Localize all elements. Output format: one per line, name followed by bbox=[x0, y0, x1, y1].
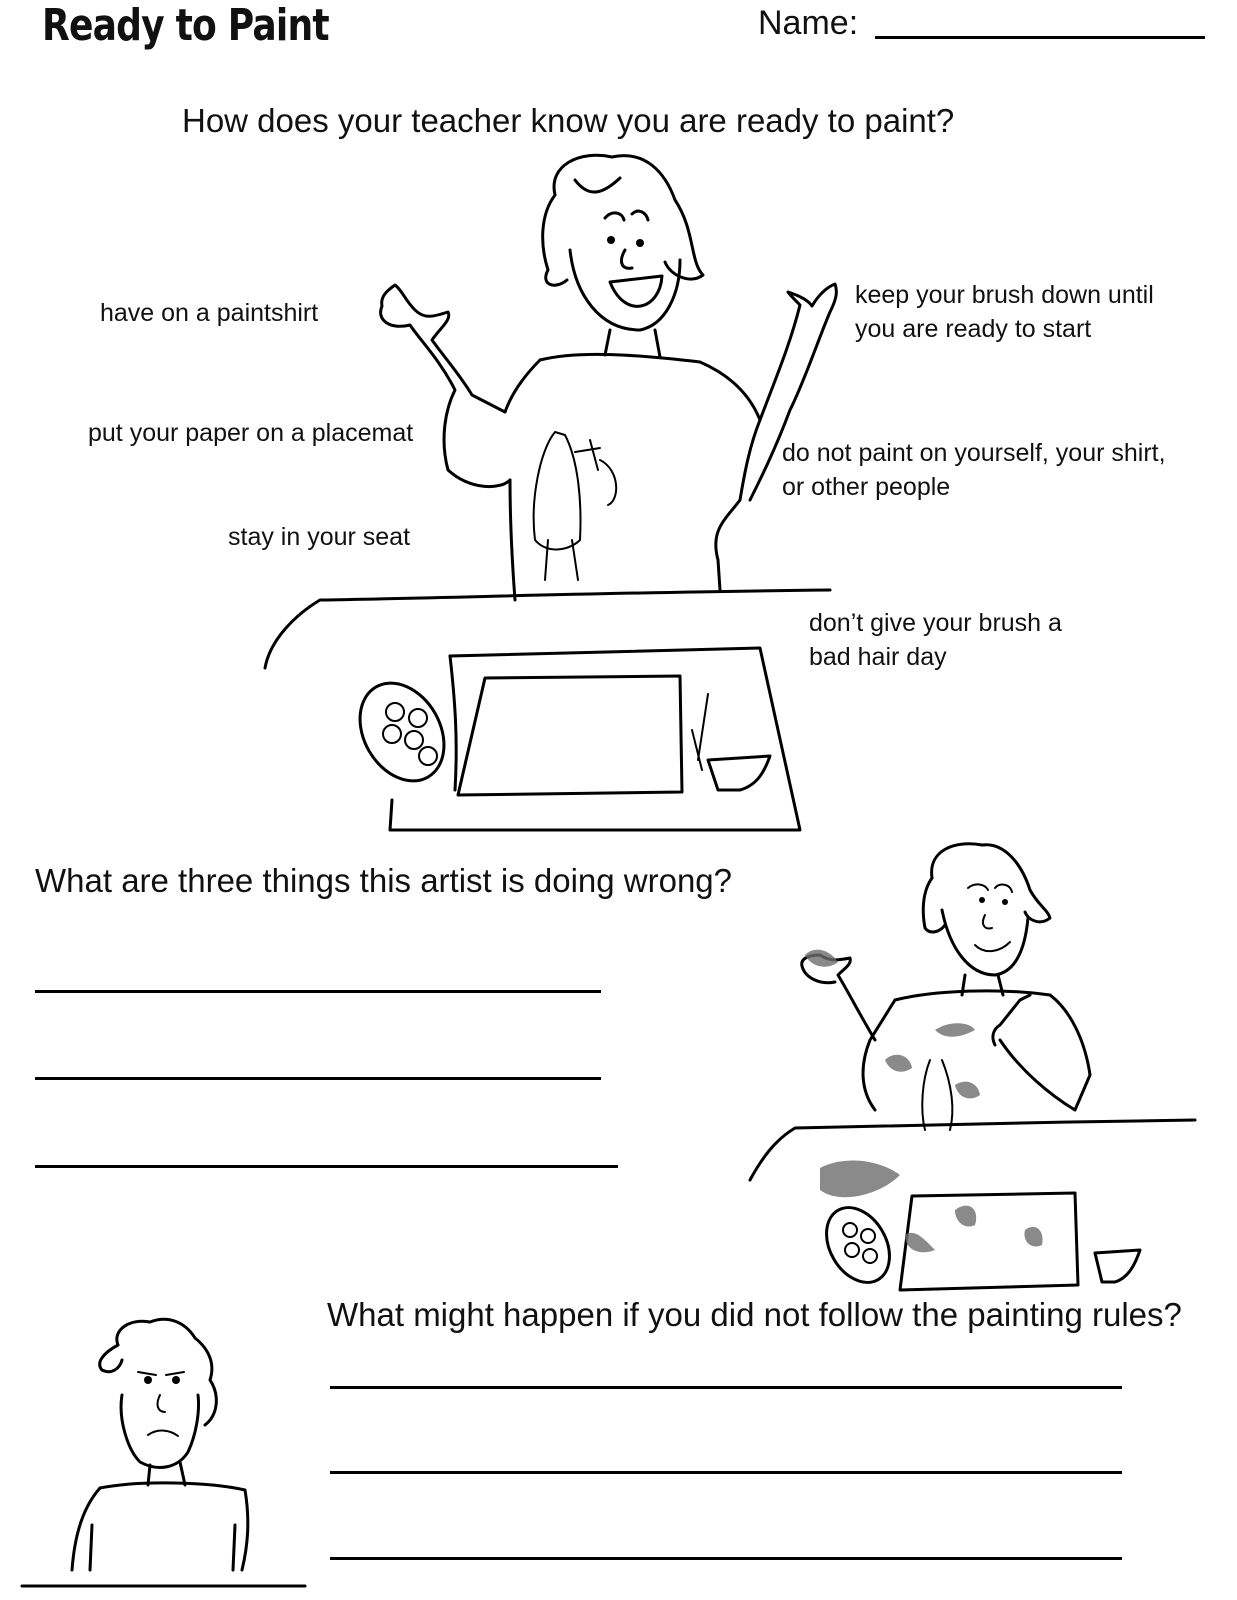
name-label: Name: bbox=[758, 4, 859, 42]
table-with-placemat-drawing bbox=[265, 590, 830, 830]
rule-brush-down-line-2: you are ready to start bbox=[855, 315, 1092, 343]
question-artist-wrong: What are three things this artist is doing wrong? bbox=[35, 862, 733, 899]
happy-teacher-drawing bbox=[381, 155, 837, 600]
messy-table-drawing bbox=[750, 1120, 1195, 1294]
rule-placemat: put your paper on a placemat bbox=[88, 419, 414, 447]
question-ready-to-paint: How does your teacher know you are ready to paint? bbox=[182, 102, 955, 139]
rule-no-paint-line-1: do not paint on yourself, your shirt, bbox=[782, 439, 1166, 467]
rule-paintshirt: have on a paintshirt bbox=[100, 299, 319, 327]
sad-child-drawing bbox=[22, 1319, 305, 1586]
question-what-might-happen: What might happen if you did not follow the painting rules? bbox=[327, 1296, 1182, 1333]
worksheet-title: Ready to Paint bbox=[42, 0, 329, 51]
rule-stay-in-seat: stay in your seat bbox=[228, 523, 411, 551]
messy-artist-drawing bbox=[802, 844, 1090, 1130]
rule-brush-down-line-1: keep your brush down until bbox=[855, 281, 1154, 309]
rule-bad-hair-line-2: bad hair day bbox=[809, 643, 947, 671]
rule-no-paint-line-2: or other people bbox=[782, 473, 951, 501]
rule-bad-hair-line-1: don’t give your brush a bbox=[809, 609, 1062, 637]
